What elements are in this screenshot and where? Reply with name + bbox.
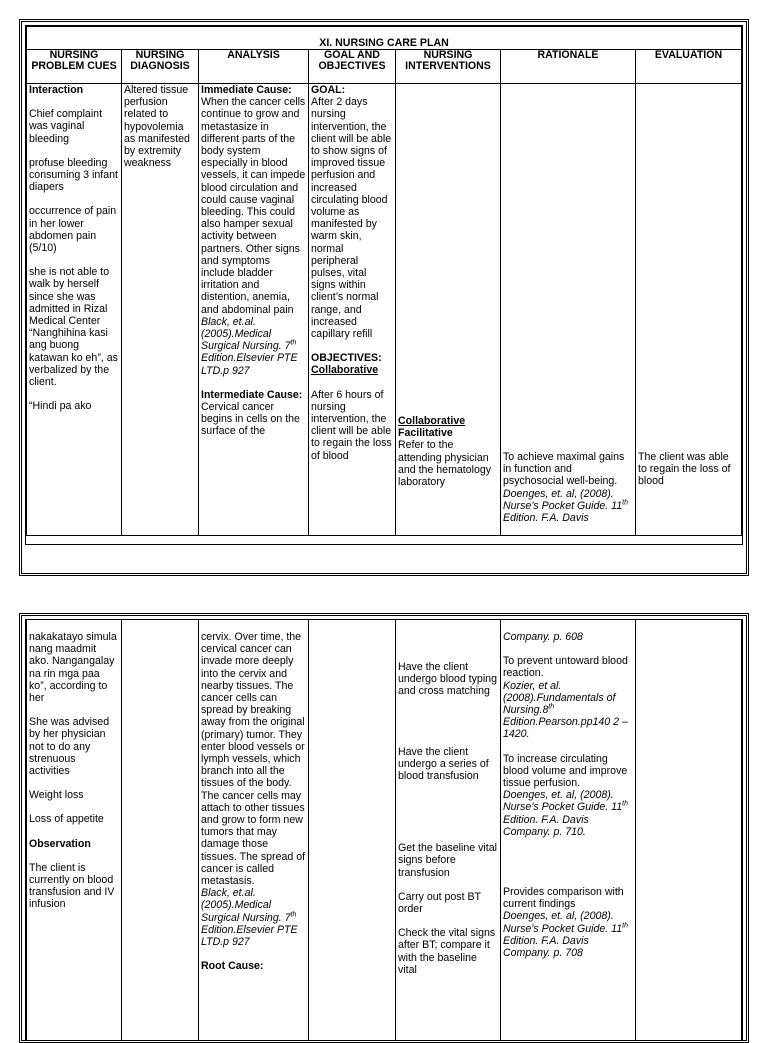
table-title: XI. NURSING CARE PLAN [27, 27, 742, 50]
cues-cont-text-5: The client is currently on blood transfusion and IV infusion [29, 861, 115, 911]
rationale-cell [501, 84, 636, 536]
rationale-reference-doenges-2: Doenges, et. al, (2008). Nurse’s Pocket Guide. 11th Edition. F.A. Davis Company. p. 708 [503, 910, 628, 960]
cues-cont-text-3: Weight loss [29, 789, 84, 802]
cues-cell [27, 84, 122, 536]
goal-text: After 2 days nursing intervention, the client will be able to show signs of improved tissue perfusion and increased circulating blood volume as manifested by warm skin, normal peripheral pulses, vital signs within client’s normal range, and increased capillary refill [311, 96, 392, 341]
analysis-text-2: Cervical cancer begins in cells on the surface of the [201, 401, 300, 438]
interventions-cell [396, 84, 501, 536]
rationale-reference-doenges-1: Doenges, et. al, (2008). Nurse’s Pocket Guide. 11th Edition. F.A. Davis Company. p. 710. [503, 789, 628, 838]
header-analysis: ANALYSIS [199, 50, 309, 84]
intervention-text-1: Refer to the attending physician and the hematology laboratory [398, 439, 492, 489]
rationale-cell-continued [501, 620, 636, 1040]
page-2-frame [25, 619, 743, 1042]
cues-cell-continued [27, 620, 122, 1040]
cues-text-3: occurrence of pain in her lower abdomen pain (5/10) [29, 205, 117, 255]
analysis-cont-reference: Black, et.al. (2005).Medical Surgical Nursing. 7th Edition.Elsevier PTE LTD.p 927 [201, 887, 298, 949]
cues-text-1: Chief complaint was vaginal bleeding [29, 108, 103, 145]
intervention-blood-typing: Have the client undergo blood typing and cross matching [398, 661, 497, 698]
collaborative-heading: Collaborative [311, 364, 379, 377]
intervention-blood-transfusion: Have the client undergo a series of blood transfusion [398, 745, 489, 783]
analysis-cell-continued [199, 620, 309, 1040]
intermediate-cause-heading: Intermediate Cause: [201, 388, 303, 401]
evaluation-cell-continued [636, 620, 742, 1040]
cues-text-5: “Hindi pa ako [29, 400, 92, 413]
header-interventions: NURSING INTERVENTIONS [396, 50, 501, 84]
header-diagnosis: NURSING DIAGNOSIS [122, 50, 199, 84]
cues-text-2: profuse bleeding consuming 3 infant diapers [29, 156, 118, 194]
care-plan-page-2 [19, 613, 749, 1043]
cues-heading: Interaction [29, 84, 84, 96]
cues-text-4: she is not able to walk by herself since she was admitted in Rizal Medical Center “Nanghihina kasi ang buong katawan ko eh”, as verbalized by the client. [29, 266, 118, 389]
objective-text: After 6 hours of nursing intervention, the client will be able to regain the loss of blood [311, 388, 392, 462]
rationale-cont-reference: Company. p. 608 [503, 631, 583, 643]
immediate-cause-heading: Immediate Cause: [201, 84, 292, 96]
cues-cont-text-1: nakakatayo simula nang maadmit ako. Nangangalay na rin mga paa ko”, according to her [29, 631, 117, 705]
rationale-circulating-volume: To increase circulating blood volume and improve tissue perfusion. [503, 752, 628, 790]
rationale-reference-kozier: Kozier, et al. (2008).Fundamentals of Nursing.8th Edition.Pearson.pp140 2 – 1420. [503, 679, 628, 741]
header-rationale: RATIONALE [501, 50, 636, 84]
root-cause-heading: Root Cause: [201, 960, 264, 973]
cues-cont-text-2: She was advised by her physician not to do any strenuous activities [29, 716, 110, 778]
analysis-cell [199, 84, 309, 536]
care-plan-table-1 [26, 26, 742, 536]
facilitative-heading: Facilitative [398, 427, 453, 440]
header-evaluation: EVALUATION [636, 50, 742, 84]
objectives-heading: OBJECTIVES: [311, 352, 382, 365]
analysis-cont-text: cervix. Over time, the cervical cancer can invade more deeply into the cervix and nearby tissues. The cancer cells can spread by breaking away from the original (primary) tumor. They enter blood vessels or lymph vessels, which branch into all the tissues of the body. The cancer cells may attach to other tissues and grow to form new tumors that may damage those tissues. The spread of cancer is called metastasis. [201, 631, 306, 888]
rationale-text-1: To achieve maximal gains in function and psychosocial well-being. [503, 451, 625, 488]
goal-cell [309, 84, 396, 536]
header-cues: NURSING PROBLEM CUES [27, 50, 122, 84]
evaluation-cell [636, 84, 742, 536]
analysis-reference-1: Black, et.al. (2005).Medical Surgical Nursing. 7th Edition.Elsevier PTE LTD.p 927 [201, 315, 298, 377]
goal-cell-continued [309, 620, 396, 1040]
diagnosis-text: Altered tissue perfusion related to hypovolemia as manifested by extremity weakness [124, 84, 190, 170]
analysis-text-1: When the cancer cells continue to grow and metastasize in different parts of the body system especially in blood vessels, it can impede blood circulation and could cause vaginal bleeding. This could also hamper sexual activity between partners. Other signs and symptoms include bladder irritation and distention, anemia, and abdominal pain [201, 96, 306, 316]
intervention-check-vitals: Check the vital signs after BT; compare it with the baseline vital [398, 927, 496, 976]
interventions-collaborative-heading: Collaborative [398, 415, 466, 427]
observation-heading: Observation [29, 837, 91, 850]
rationale-reference-1: Doenges, et. al, (2008). Nurse’s Pocket Guide. 11th Edition. F.A. Davis [503, 487, 628, 525]
care-plan-page-1 [19, 19, 749, 576]
evaluation-text: The client was able to regain the loss of blood [638, 451, 731, 488]
intervention-post-bt: Carry out post BT order [398, 890, 481, 916]
intervention-baseline-vitals: Get the baseline vital signs before transfusion [398, 842, 497, 879]
rationale-comparison: Provides comparison with current findings [503, 886, 624, 911]
diagnosis-cell [122, 84, 199, 536]
cues-cont-text-4: Loss of appetite [29, 813, 104, 826]
interventions-cell-continued [396, 620, 501, 1040]
header-goal: GOAL AND OBJECTIVES [309, 50, 396, 84]
rationale-blood-reaction: To prevent untoward blood reaction. [503, 655, 628, 680]
goal-heading: GOAL: [311, 84, 346, 96]
page-1-frame [25, 25, 743, 545]
diagnosis-cell-continued [122, 620, 199, 1040]
care-plan-table-2 [26, 620, 742, 1041]
